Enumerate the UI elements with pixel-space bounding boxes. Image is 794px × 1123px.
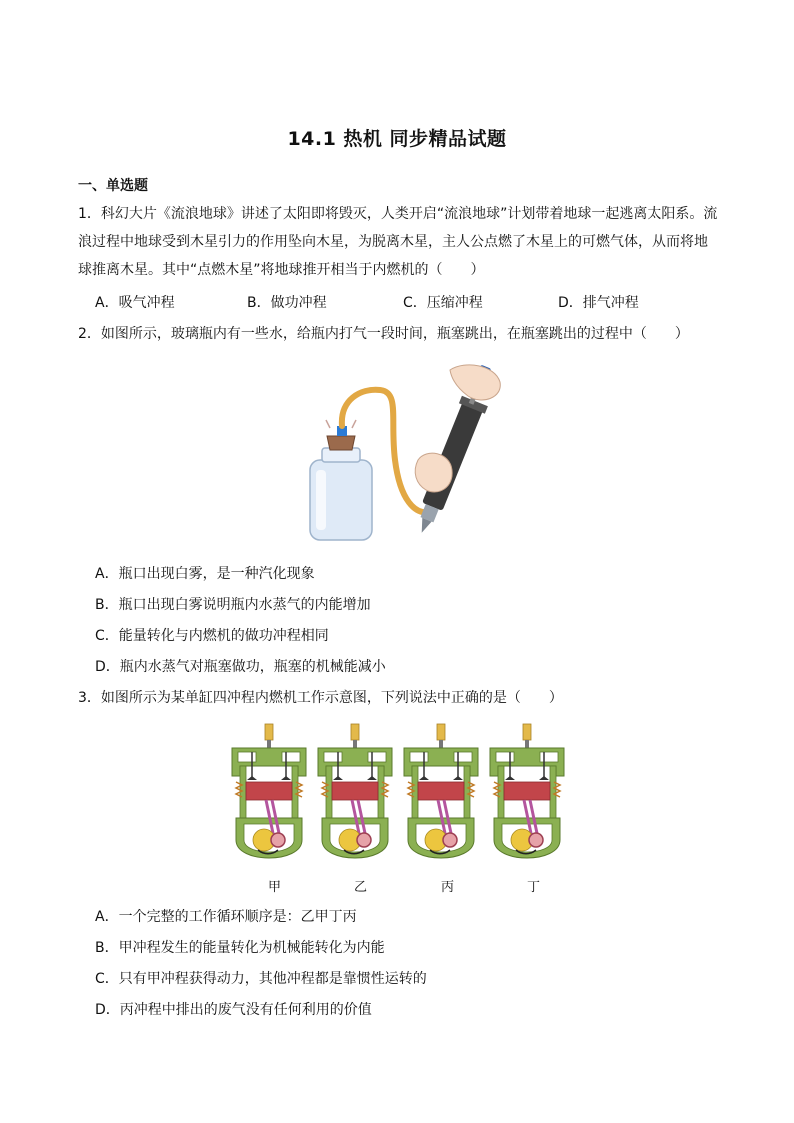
question-3-option-a: A．一个完整的工作循环顺序是：乙甲丁丙 — [95, 909, 357, 925]
engine-label-ding: 丁 — [527, 880, 541, 895]
question-1-option-c: C．压缩冲程 — [403, 295, 483, 311]
question-2-stem: 2．如图所示，玻璃瓶内有一些水，给瓶内打气一段时间，瓶塞跳出，在瓶塞跳出的过程中（ ） — [78, 326, 689, 342]
engine-label-bing: 丙 — [441, 880, 455, 895]
engine-label-yi: 乙 — [354, 880, 368, 895]
question-2-option-d: D．瓶内水蒸气对瓶塞做功，瓶塞的机械能减小 — [95, 659, 386, 675]
bottle-pump-figure — [300, 360, 510, 550]
engine-label-jia: 甲 — [268, 880, 282, 895]
question-2-option-a: A．瓶口出现白雾，是一种汽化现象 — [95, 566, 315, 582]
question-3-stem: 3．如图所示为某单缸四冲程内燃机工作示意图，下列说法中正确的是（ ） — [78, 690, 563, 706]
question-1-option-d: D．排气冲程 — [558, 295, 639, 311]
question-1-option-b: B．做功冲程 — [247, 295, 327, 311]
section-heading: 一、单选题 — [78, 178, 148, 194]
engine-strokes-figure — [228, 722, 568, 874]
question-1-stem: 1．科幻大片《流浪地球》讲述了太阳即将毁灭，人类开启“流浪地球”计划带着地球一起逃离太阳系。流浪过程中地球受到木星引力的作用坠向木星，为脱离木星，主人公点燃了木星上的可燃气体，从而将地球推离木星。其中“点燃木星”将地球推开相当于内燃机的（ ） — [78, 206, 718, 278]
question-3-option-b: B．甲冲程发生的能量转化为机械能转化为内能 — [95, 940, 385, 956]
question-2-option-c: C．能量转化与内燃机的做功冲程相同 — [95, 628, 329, 644]
question-2-option-b: B．瓶口出现白雾说明瓶内水蒸气的内能增加 — [95, 597, 371, 613]
question-3-option-d: D．丙冲程中排出的废气没有任何利用的价值 — [95, 1002, 372, 1018]
question-3-option-c: C．只有甲冲程获得动力，其他冲程都是靠惯性运转的 — [95, 971, 427, 987]
page-title: 14.1 热机 同步精品试题 — [287, 128, 507, 150]
question-1-option-a: A．吸气冲程 — [95, 295, 175, 311]
